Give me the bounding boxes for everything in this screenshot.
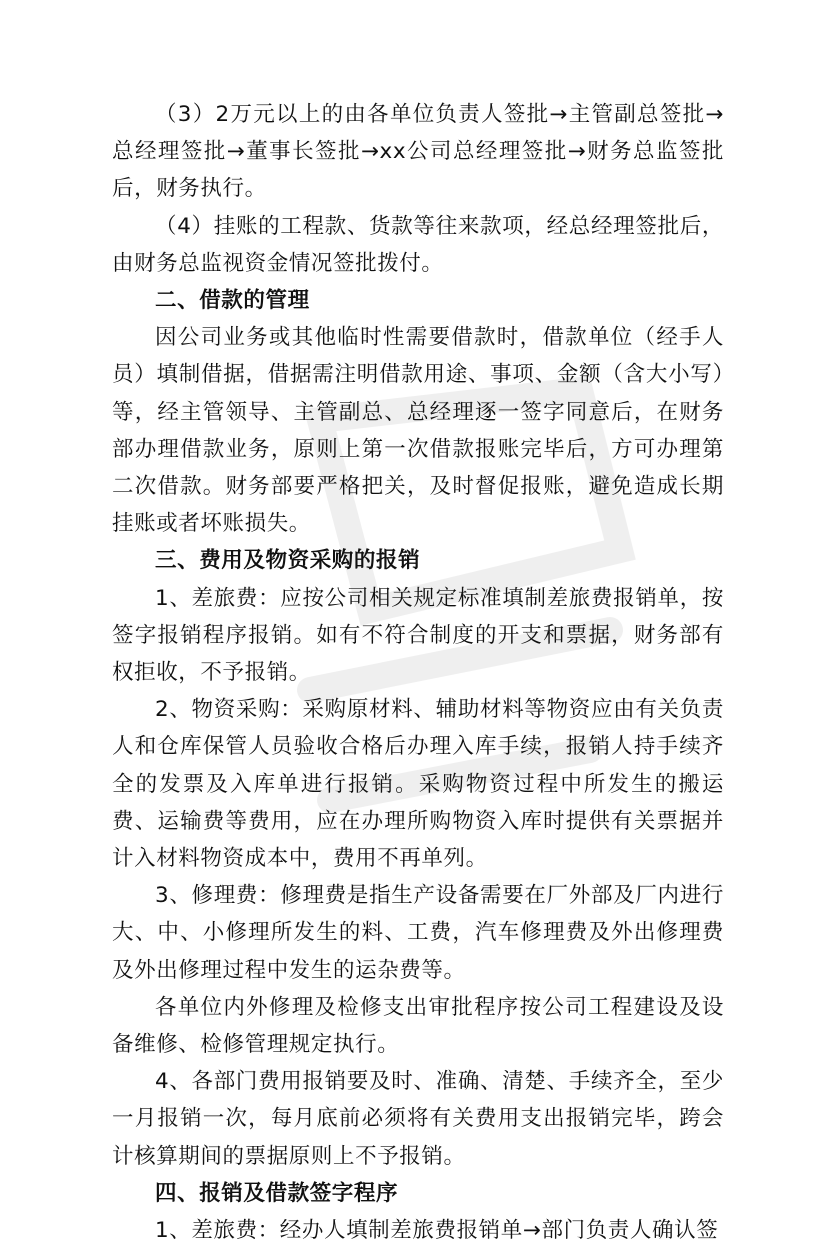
paragraph-approval-over-20k: （3）2万元以上的由各单位负责人签批→主管副总签批→总经理签批→董事长签批→xx公司总经理签批→财务总监签批后，财务执行。 (112, 102, 724, 202)
document-body (112, 96, 724, 1249)
paragraph-pending-accounts: （4）挂账的工程款、货款等往来款项，经总经理签批后，由财务总监视资金情况签批拨付。 (112, 213, 724, 276)
paragraph-repair-expense: 3、修理费：修理费是指生产设备需要在厂外部及厂内进行大、中、小修理所发生的料、工费，汽车修理费及外出修理费及外出修理过程中发生的运杂费等。 (112, 883, 724, 983)
heading-signature-procedure: 四、报销及借款签字程序 (155, 1180, 399, 1206)
paragraph-material-purchase: 2、物资采购：采购原材料、辅助材料等物资应由有关负责人和仓库保管人员验收合格后办理入库手续，报销人持手续齐全的发票及入库单进行报销。采购物资过程中所发生的搬运费、运输费等费用，应在办理所购物资入库时提供有关票据并计入材料物资成本中，费用不再单列。 (112, 697, 724, 872)
paragraph-travel-signature: 1、差旅费：经办人填制差旅费报销单→部门负责人确认签 (155, 1218, 719, 1244)
paragraph-travel-expense: 1、差旅费：应按公司相关规定标准填制差旅费报销单，按签字报销程序报销。如有不符合制度的开支和票据，财务部有权拒收，不予报销。 (112, 585, 724, 686)
paragraph-timely-reimbursement: 4、各部门费用报销要及时、准确、清楚、手续齐全，至少一月报销一次，每月底前必须将有关费用支出报销完毕，跨会计核算期间的票据原则上不予报销。 (112, 1069, 724, 1169)
paragraph-repair-approval: 各单位内外修理及检修支出审批程序按公司工程建设及设备维修、检修管理规定执行。 (112, 994, 724, 1058)
paragraph-loan-rules: 因公司业务或其他临时性需要借款时，借款单位（经手人员）填制借据，借据需注明借款用途、事项、金额（含大小写）等，经主管领导、主管副总、总经理逐一签字同意后，在财务部办理借款业务，原则上第一次借款报账完毕后，方可办理第二次借款。财务部要严格把关，及时督促报账，避免造成长期挂账或者坏账损失。 (112, 325, 724, 537)
heading-expense-reimbursement: 三、费用及物资采购的报销 (155, 548, 421, 574)
heading-loan-management: 二、借款的管理 (155, 288, 310, 314)
